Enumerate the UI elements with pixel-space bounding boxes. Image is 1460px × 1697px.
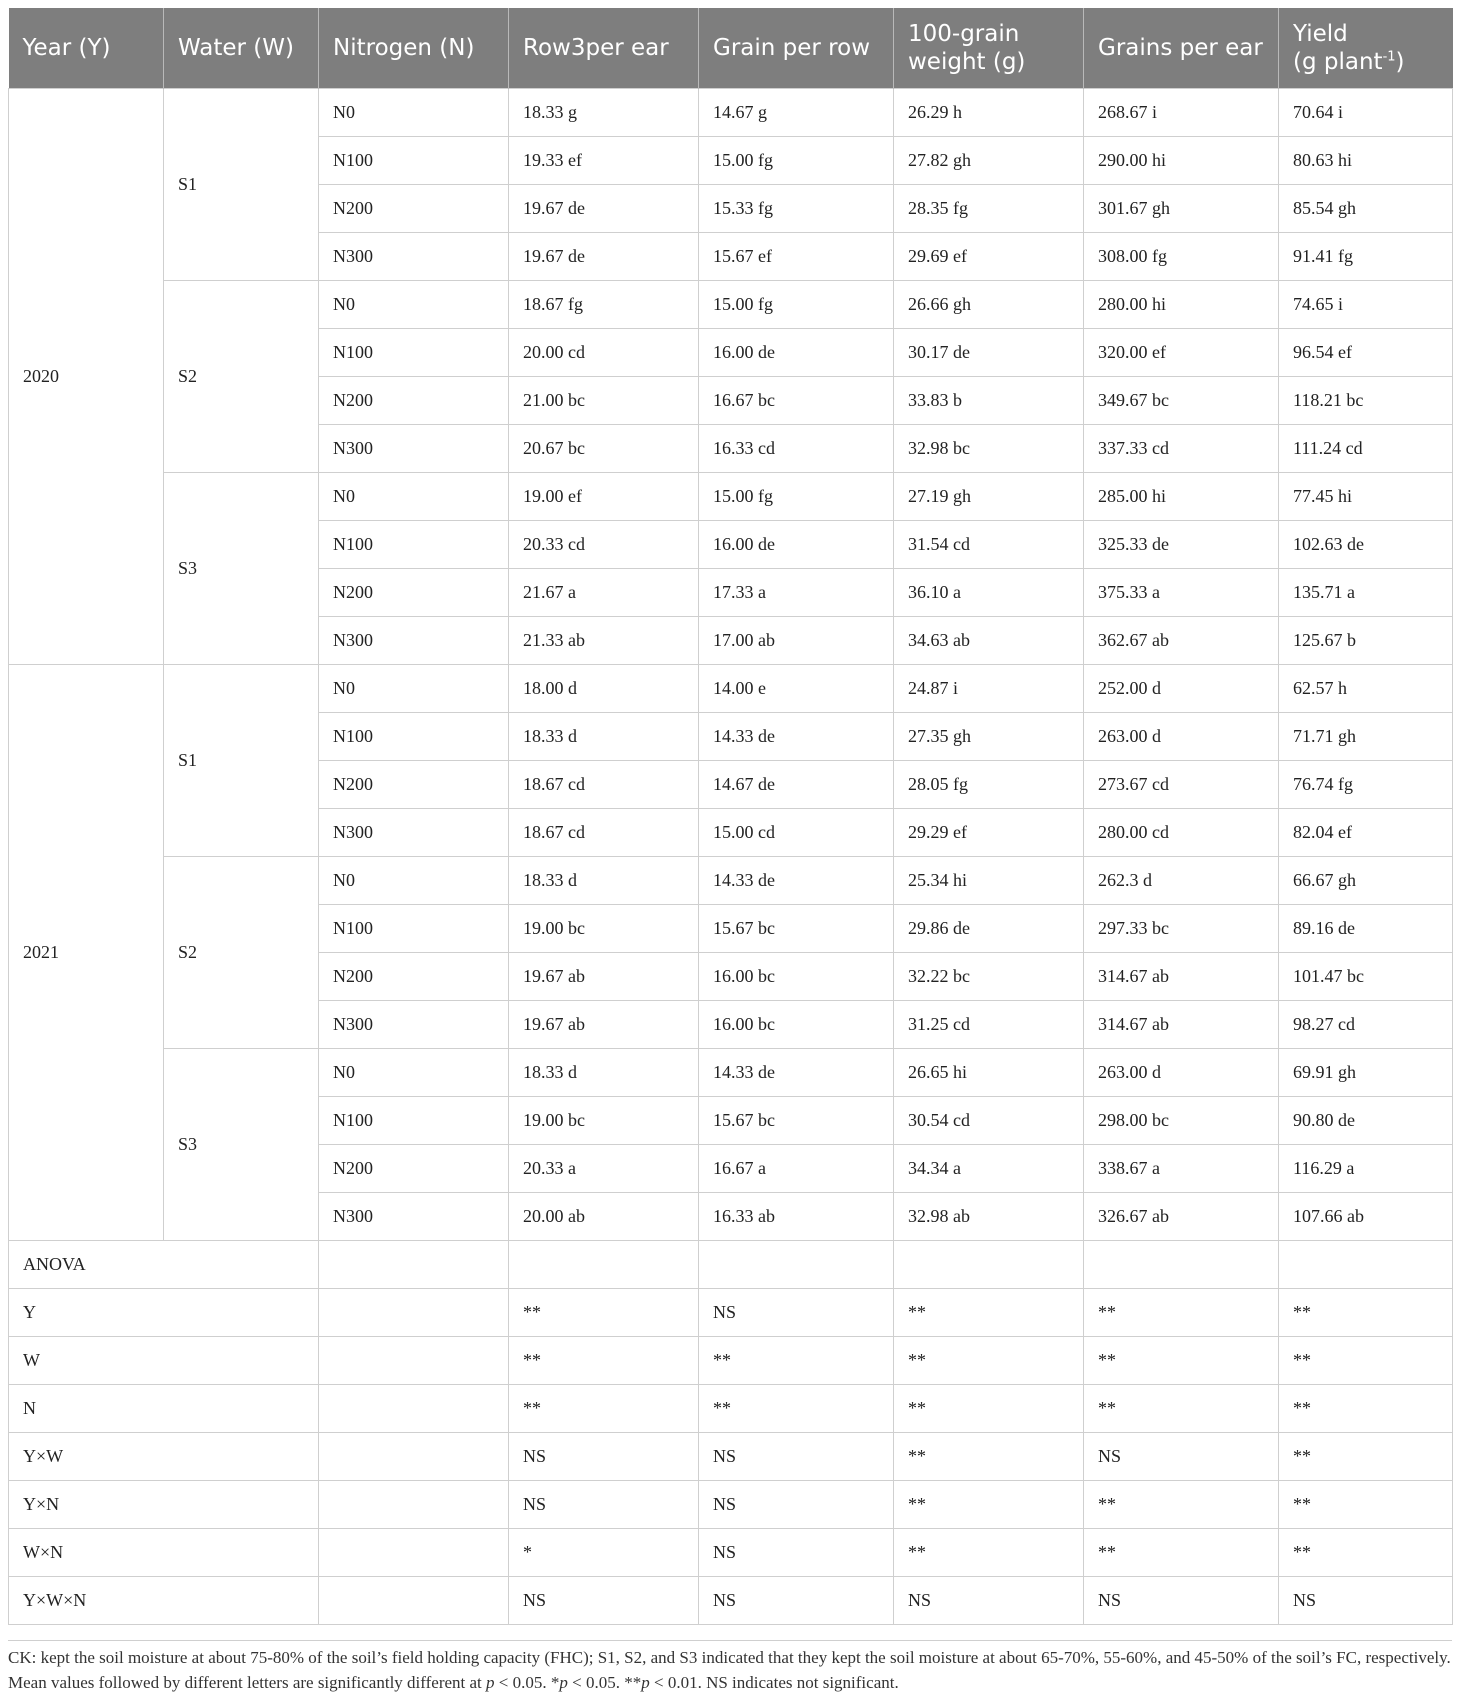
grains-per-ear-significance: ** — [1084, 1529, 1279, 1577]
grains-per-ear-cell: 326.67 ab — [1084, 1193, 1279, 1241]
grain-weight-cell: 27.19 gh — [894, 473, 1084, 521]
rows-per-ear-cell: 18.33 d — [509, 1049, 699, 1097]
grain-weight-cell: 36.10 a — [894, 569, 1084, 617]
yield-cell: 62.57 h — [1279, 665, 1453, 713]
empty-cell — [699, 1241, 894, 1289]
rows-per-ear-cell: 20.33 cd — [509, 521, 699, 569]
grains-per-ear-significance: ** — [1084, 1385, 1279, 1433]
anova-factor-cell: N — [9, 1385, 319, 1433]
rows-per-ear-cell: 18.00 d — [509, 665, 699, 713]
rows-per-ear-cell: 19.67 de — [509, 233, 699, 281]
water-level-cell: S1 — [164, 89, 319, 281]
yield-cell: 80.63 hi — [1279, 137, 1453, 185]
rows-per-ear-cell: 18.67 fg — [509, 281, 699, 329]
grain-weight-cell: 27.35 gh — [894, 713, 1084, 761]
yield-cell: 91.41 fg — [1279, 233, 1453, 281]
grain-weight-cell: 29.69 ef — [894, 233, 1084, 281]
nitrogen-cell: N300 — [319, 425, 509, 473]
header-grains-per-ear: Grains per ear — [1084, 8, 1279, 89]
header-100-grain-weight-line1: 100-grain — [908, 21, 1020, 47]
grain-per-row-cell: 14.33 de — [699, 713, 894, 761]
yield-cell: 96.54 ef — [1279, 329, 1453, 377]
grain-per-row-significance: NS — [699, 1433, 894, 1481]
header-yield-unit-exponent: -1 — [1382, 49, 1396, 65]
rows-per-ear-significance: NS — [509, 1481, 699, 1529]
grain-weight-significance: ** — [894, 1481, 1084, 1529]
grain-weight-significance: ** — [894, 1433, 1084, 1481]
footnote-line1: CK: kept the soil moisture at about 75-80% of the soil’s field holding capacity (FHC); S1, S2, and S3 indicated that they kept the soil moisture at about 65-70%, 55-60%, and 45-50% of the soil’s — [8, 1648, 1332, 1667]
grain-weight-cell: 26.65 hi — [894, 1049, 1084, 1097]
anova-row — [9, 1481, 1453, 1529]
header-row — [9, 8, 1453, 89]
header-nitrogen: Nitrogen (N) — [319, 8, 509, 89]
header-yield-unit-close: ) — [1395, 49, 1405, 75]
grain-weight-cell: 34.63 ab — [894, 617, 1084, 665]
header-grain-per-row: Grain per row — [699, 8, 894, 89]
table-row — [9, 473, 1453, 521]
grains-per-ear-cell: 280.00 cd — [1084, 809, 1279, 857]
yield-significance: ** — [1279, 1385, 1453, 1433]
grain-weight-cell: 29.86 de — [894, 905, 1084, 953]
yield-cell: 89.16 de — [1279, 905, 1453, 953]
grain-weight-cell: 28.05 fg — [894, 761, 1084, 809]
grains-per-ear-significance: NS — [1084, 1433, 1279, 1481]
grain-per-row-cell: 16.00 bc — [699, 1001, 894, 1049]
rows-per-ear-significance: NS — [509, 1433, 699, 1481]
grains-per-ear-cell: 338.67 a — [1084, 1145, 1279, 1193]
grain-per-row-cell: 16.33 cd — [699, 425, 894, 473]
grain-weight-cell: 30.54 cd — [894, 1097, 1084, 1145]
grain-per-row-significance: ** — [699, 1385, 894, 1433]
table-row — [9, 665, 1453, 713]
nitrogen-cell: N0 — [319, 1049, 509, 1097]
empty-cell — [1279, 1241, 1453, 1289]
table-row — [9, 1049, 1453, 1097]
results-table-container — [8, 8, 1452, 1625]
rows-per-ear-cell: 19.00 ef — [509, 473, 699, 521]
empty-cell — [894, 1241, 1084, 1289]
grain-per-row-cell: 15.67 bc — [699, 905, 894, 953]
nitrogen-cell: N0 — [319, 473, 509, 521]
grain-per-row-cell: 14.33 de — [699, 1049, 894, 1097]
grain-per-row-cell: 14.67 g — [699, 89, 894, 137]
grain-per-row-cell: 15.00 fg — [699, 281, 894, 329]
rows-per-ear-cell: 21.00 bc — [509, 377, 699, 425]
footnote-line2c: < 0.05. ** — [567, 1673, 642, 1692]
grain-per-row-significance: ** — [699, 1337, 894, 1385]
nitrogen-cell: N300 — [319, 1001, 509, 1049]
rows-per-ear-cell: 20.00 ab — [509, 1193, 699, 1241]
rows-per-ear-cell: 18.33 d — [509, 857, 699, 905]
grains-per-ear-cell: 314.67 ab — [1084, 953, 1279, 1001]
anova-label-cell: ANOVA — [9, 1241, 319, 1289]
grains-per-ear-cell: 263.00 d — [1084, 1049, 1279, 1097]
nitrogen-cell: N200 — [319, 377, 509, 425]
header-water: Water (W) — [164, 8, 319, 89]
grain-per-row-cell: 16.00 de — [699, 329, 894, 377]
grains-per-ear-cell: 362.67 ab — [1084, 617, 1279, 665]
grains-per-ear-cell: 320.00 ef — [1084, 329, 1279, 377]
footnote-p-symbol: p — [559, 1673, 568, 1692]
grains-per-ear-cell: 301.67 gh — [1084, 185, 1279, 233]
nitrogen-cell: N100 — [319, 1097, 509, 1145]
rows-per-ear-cell: 19.00 bc — [509, 905, 699, 953]
grain-weight-significance: ** — [894, 1337, 1084, 1385]
footnote-line2b: < 0.05. * — [494, 1673, 560, 1692]
grain-per-row-cell: 14.00 e — [699, 665, 894, 713]
yield-significance: ** — [1279, 1337, 1453, 1385]
grain-per-row-cell: 17.00 ab — [699, 617, 894, 665]
yield-cell: 98.27 cd — [1279, 1001, 1453, 1049]
yield-cell: 77.45 hi — [1279, 473, 1453, 521]
header-rows-per-ear: Row3per ear — [509, 8, 699, 89]
rows-per-ear-cell: 20.33 a — [509, 1145, 699, 1193]
empty-cell — [319, 1289, 509, 1337]
grain-per-row-cell: 17.33 a — [699, 569, 894, 617]
grain-per-row-cell: 15.67 bc — [699, 1097, 894, 1145]
yield-significance: NS — [1279, 1577, 1453, 1625]
anova-factor-cell: W×N — [9, 1529, 319, 1577]
water-level-cell: S2 — [164, 281, 319, 473]
grains-per-ear-cell: 262.3 d — [1084, 857, 1279, 905]
rows-per-ear-cell: 20.00 cd — [509, 329, 699, 377]
empty-cell — [319, 1529, 509, 1577]
yield-cell: 85.54 gh — [1279, 185, 1453, 233]
empty-cell — [319, 1433, 509, 1481]
yield-cell: 118.21 bc — [1279, 377, 1453, 425]
nitrogen-cell: N200 — [319, 185, 509, 233]
empty-cell — [319, 1241, 509, 1289]
rows-per-ear-significance: * — [509, 1529, 699, 1577]
rows-per-ear-cell: 18.67 cd — [509, 761, 699, 809]
grain-weight-cell: 33.83 b — [894, 377, 1084, 425]
rows-per-ear-cell: 19.67 ab — [509, 953, 699, 1001]
grain-per-row-cell: 16.67 bc — [699, 377, 894, 425]
grain-weight-cell: 27.82 gh — [894, 137, 1084, 185]
anova-row — [9, 1385, 1453, 1433]
header-100-grain-weight — [894, 8, 1084, 89]
nitrogen-cell: N100 — [319, 329, 509, 377]
nitrogen-cell: N300 — [319, 617, 509, 665]
grain-weight-cell: 29.29 ef — [894, 809, 1084, 857]
yield-cell: 102.63 de — [1279, 521, 1453, 569]
grain-per-row-cell: 14.67 de — [699, 761, 894, 809]
grain-per-row-significance: NS — [699, 1529, 894, 1577]
yield-cell: 82.04 ef — [1279, 809, 1453, 857]
table-row — [9, 857, 1453, 905]
nitrogen-cell: N300 — [319, 1193, 509, 1241]
grains-per-ear-cell: 314.67 ab — [1084, 1001, 1279, 1049]
table-row — [9, 89, 1453, 137]
grains-per-ear-cell: 375.33 a — [1084, 569, 1279, 617]
rows-per-ear-significance: NS — [509, 1577, 699, 1625]
rows-per-ear-cell: 19.67 de — [509, 185, 699, 233]
table-footnote — [8, 1640, 1452, 1695]
nitrogen-cell: N200 — [319, 953, 509, 1001]
grain-per-row-cell: 16.00 de — [699, 521, 894, 569]
grains-per-ear-cell: 325.33 de — [1084, 521, 1279, 569]
rows-per-ear-cell: 18.33 g — [509, 89, 699, 137]
grain-weight-cell: 31.25 cd — [894, 1001, 1084, 1049]
grains-per-ear-significance: ** — [1084, 1481, 1279, 1529]
rows-per-ear-significance: ** — [509, 1289, 699, 1337]
nitrogen-cell: N200 — [319, 1145, 509, 1193]
grain-per-row-cell: 15.00 fg — [699, 473, 894, 521]
grain-weight-cell: 32.22 bc — [894, 953, 1084, 1001]
rows-per-ear-significance: ** — [509, 1337, 699, 1385]
grain-weight-significance: ** — [894, 1529, 1084, 1577]
grain-weight-cell: 24.87 i — [894, 665, 1084, 713]
water-level-cell: S3 — [164, 473, 319, 665]
grains-per-ear-cell: 297.33 bc — [1084, 905, 1279, 953]
grain-per-row-cell: 15.00 cd — [699, 809, 894, 857]
yield-cell: 71.71 gh — [1279, 713, 1453, 761]
grain-weight-significance: ** — [894, 1289, 1084, 1337]
empty-cell — [319, 1577, 509, 1625]
anova-factor-cell: Y×W×N — [9, 1577, 319, 1625]
yield-cell: 135.71 a — [1279, 569, 1453, 617]
yield-cell: 90.80 de — [1279, 1097, 1453, 1145]
nitrogen-cell: N0 — [319, 89, 509, 137]
grains-per-ear-cell: 263.00 d — [1084, 713, 1279, 761]
grain-weight-cell: 32.98 bc — [894, 425, 1084, 473]
grains-per-ear-significance: NS — [1084, 1577, 1279, 1625]
yield-cell: 111.24 cd — [1279, 425, 1453, 473]
nitrogen-cell: N100 — [319, 905, 509, 953]
grains-per-ear-significance: ** — [1084, 1337, 1279, 1385]
footnote-p-symbol: p — [641, 1673, 650, 1692]
yield-cell: 66.67 gh — [1279, 857, 1453, 905]
nitrogen-cell: N100 — [319, 137, 509, 185]
nitrogen-cell: N300 — [319, 809, 509, 857]
nitrogen-cell: N0 — [319, 857, 509, 905]
grain-per-row-cell: 15.67 ef — [699, 233, 894, 281]
nitrogen-cell: N200 — [319, 569, 509, 617]
nitrogen-cell: N200 — [319, 761, 509, 809]
grain-per-row-significance: NS — [699, 1481, 894, 1529]
header-100-grain-weight-line2: weight (g) — [908, 49, 1026, 75]
grains-per-ear-cell: 252.00 d — [1084, 665, 1279, 713]
grain-weight-cell: 25.34 hi — [894, 857, 1084, 905]
grain-weight-cell: 28.35 fg — [894, 185, 1084, 233]
nitrogen-cell: N0 — [319, 281, 509, 329]
header-yield-unit: (g plant — [1293, 49, 1383, 75]
empty-cell — [319, 1337, 509, 1385]
rows-per-ear-cell: 19.33 ef — [509, 137, 699, 185]
yield-significance: ** — [1279, 1529, 1453, 1577]
nitrogen-cell: N100 — [319, 713, 509, 761]
yield-cell: 125.67 b — [1279, 617, 1453, 665]
yield-cell: 76.74 fg — [1279, 761, 1453, 809]
anova-row — [9, 1337, 1453, 1385]
footnote-line2d: < 0.01. NS indicates not significant. — [649, 1673, 899, 1692]
grains-per-ear-cell: 298.00 bc — [1084, 1097, 1279, 1145]
header-year: Year (Y) — [9, 8, 164, 89]
grain-per-row-cell: 16.67 a — [699, 1145, 894, 1193]
grains-per-ear-cell: 285.00 hi — [1084, 473, 1279, 521]
grain-weight-cell: 34.34 a — [894, 1145, 1084, 1193]
anova-row — [9, 1289, 1453, 1337]
yield-cell: 116.29 a — [1279, 1145, 1453, 1193]
grains-per-ear-cell: 337.33 cd — [1084, 425, 1279, 473]
grain-per-row-cell: 14.33 de — [699, 857, 894, 905]
rows-per-ear-cell: 21.33 ab — [509, 617, 699, 665]
anova-header-row — [9, 1241, 1453, 1289]
grains-per-ear-cell: 290.00 hi — [1084, 137, 1279, 185]
rows-per-ear-cell: 18.33 d — [509, 713, 699, 761]
grains-per-ear-cell: 308.00 fg — [1084, 233, 1279, 281]
results-table — [8, 8, 1453, 1625]
grain-weight-significance: ** — [894, 1385, 1084, 1433]
anova-row — [9, 1529, 1453, 1577]
yield-cell: 70.64 i — [1279, 89, 1453, 137]
water-level-cell: S3 — [164, 1049, 319, 1241]
grains-per-ear-cell: 268.67 i — [1084, 89, 1279, 137]
grain-weight-significance: NS — [894, 1577, 1084, 1625]
anova-row — [9, 1577, 1453, 1625]
yield-cell: 107.66 ab — [1279, 1193, 1453, 1241]
water-level-cell: S1 — [164, 665, 319, 857]
grain-per-row-significance: NS — [699, 1289, 894, 1337]
yield-significance: ** — [1279, 1289, 1453, 1337]
grain-per-row-cell: 16.00 bc — [699, 953, 894, 1001]
rows-per-ear-cell: 18.67 cd — [509, 809, 699, 857]
yield-cell: 101.47 bc — [1279, 953, 1453, 1001]
water-level-cell: S2 — [164, 857, 319, 1049]
table-row — [9, 281, 1453, 329]
anova-row — [9, 1433, 1453, 1481]
empty-cell — [1084, 1241, 1279, 1289]
empty-cell — [509, 1241, 699, 1289]
nitrogen-cell: N0 — [319, 665, 509, 713]
rows-per-ear-cell: 19.00 bc — [509, 1097, 699, 1145]
yield-cell: 74.65 i — [1279, 281, 1453, 329]
grain-per-row-cell: 16.33 ab — [699, 1193, 894, 1241]
rows-per-ear-cell: 21.67 a — [509, 569, 699, 617]
yield-cell: 69.91 gh — [1279, 1049, 1453, 1097]
yield-significance: ** — [1279, 1481, 1453, 1529]
anova-factor-cell: Y×N — [9, 1481, 319, 1529]
rows-per-ear-cell: 19.67 ab — [509, 1001, 699, 1049]
anova-factor-cell: W — [9, 1337, 319, 1385]
grain-per-row-cell: 15.00 fg — [699, 137, 894, 185]
year-cell: 2021 — [9, 665, 164, 1241]
rows-per-ear-cell: 20.67 bc — [509, 425, 699, 473]
grains-per-ear-cell: 280.00 hi — [1084, 281, 1279, 329]
anova-factor-cell: Y×W — [9, 1433, 319, 1481]
footnote-p-symbol: p — [486, 1673, 495, 1692]
table-body — [9, 89, 1453, 1625]
grain-weight-cell: 26.29 h — [894, 89, 1084, 137]
grain-weight-cell: 30.17 de — [894, 329, 1084, 377]
grains-per-ear-cell: 273.67 cd — [1084, 761, 1279, 809]
empty-cell — [319, 1481, 509, 1529]
grains-per-ear-cell: 349.67 bc — [1084, 377, 1279, 425]
grain-weight-cell: 26.66 gh — [894, 281, 1084, 329]
rows-per-ear-significance: ** — [509, 1385, 699, 1433]
grain-weight-cell: 32.98 ab — [894, 1193, 1084, 1241]
nitrogen-cell: N300 — [319, 233, 509, 281]
nitrogen-cell: N100 — [319, 521, 509, 569]
header-yield — [1279, 8, 1453, 89]
year-cell: 2020 — [9, 89, 164, 665]
grain-per-row-significance: NS — [699, 1577, 894, 1625]
yield-significance: ** — [1279, 1433, 1453, 1481]
grain-per-row-cell: 15.33 fg — [699, 185, 894, 233]
header-yield-line1: Yield — [1293, 21, 1348, 47]
grains-per-ear-significance: ** — [1084, 1289, 1279, 1337]
grain-weight-cell: 31.54 cd — [894, 521, 1084, 569]
empty-cell — [319, 1385, 509, 1433]
footnote-line2a: FC, respectively. Mean values followed by different letters are significantly different at — [8, 1648, 1451, 1692]
anova-factor-cell: Y — [9, 1289, 319, 1337]
